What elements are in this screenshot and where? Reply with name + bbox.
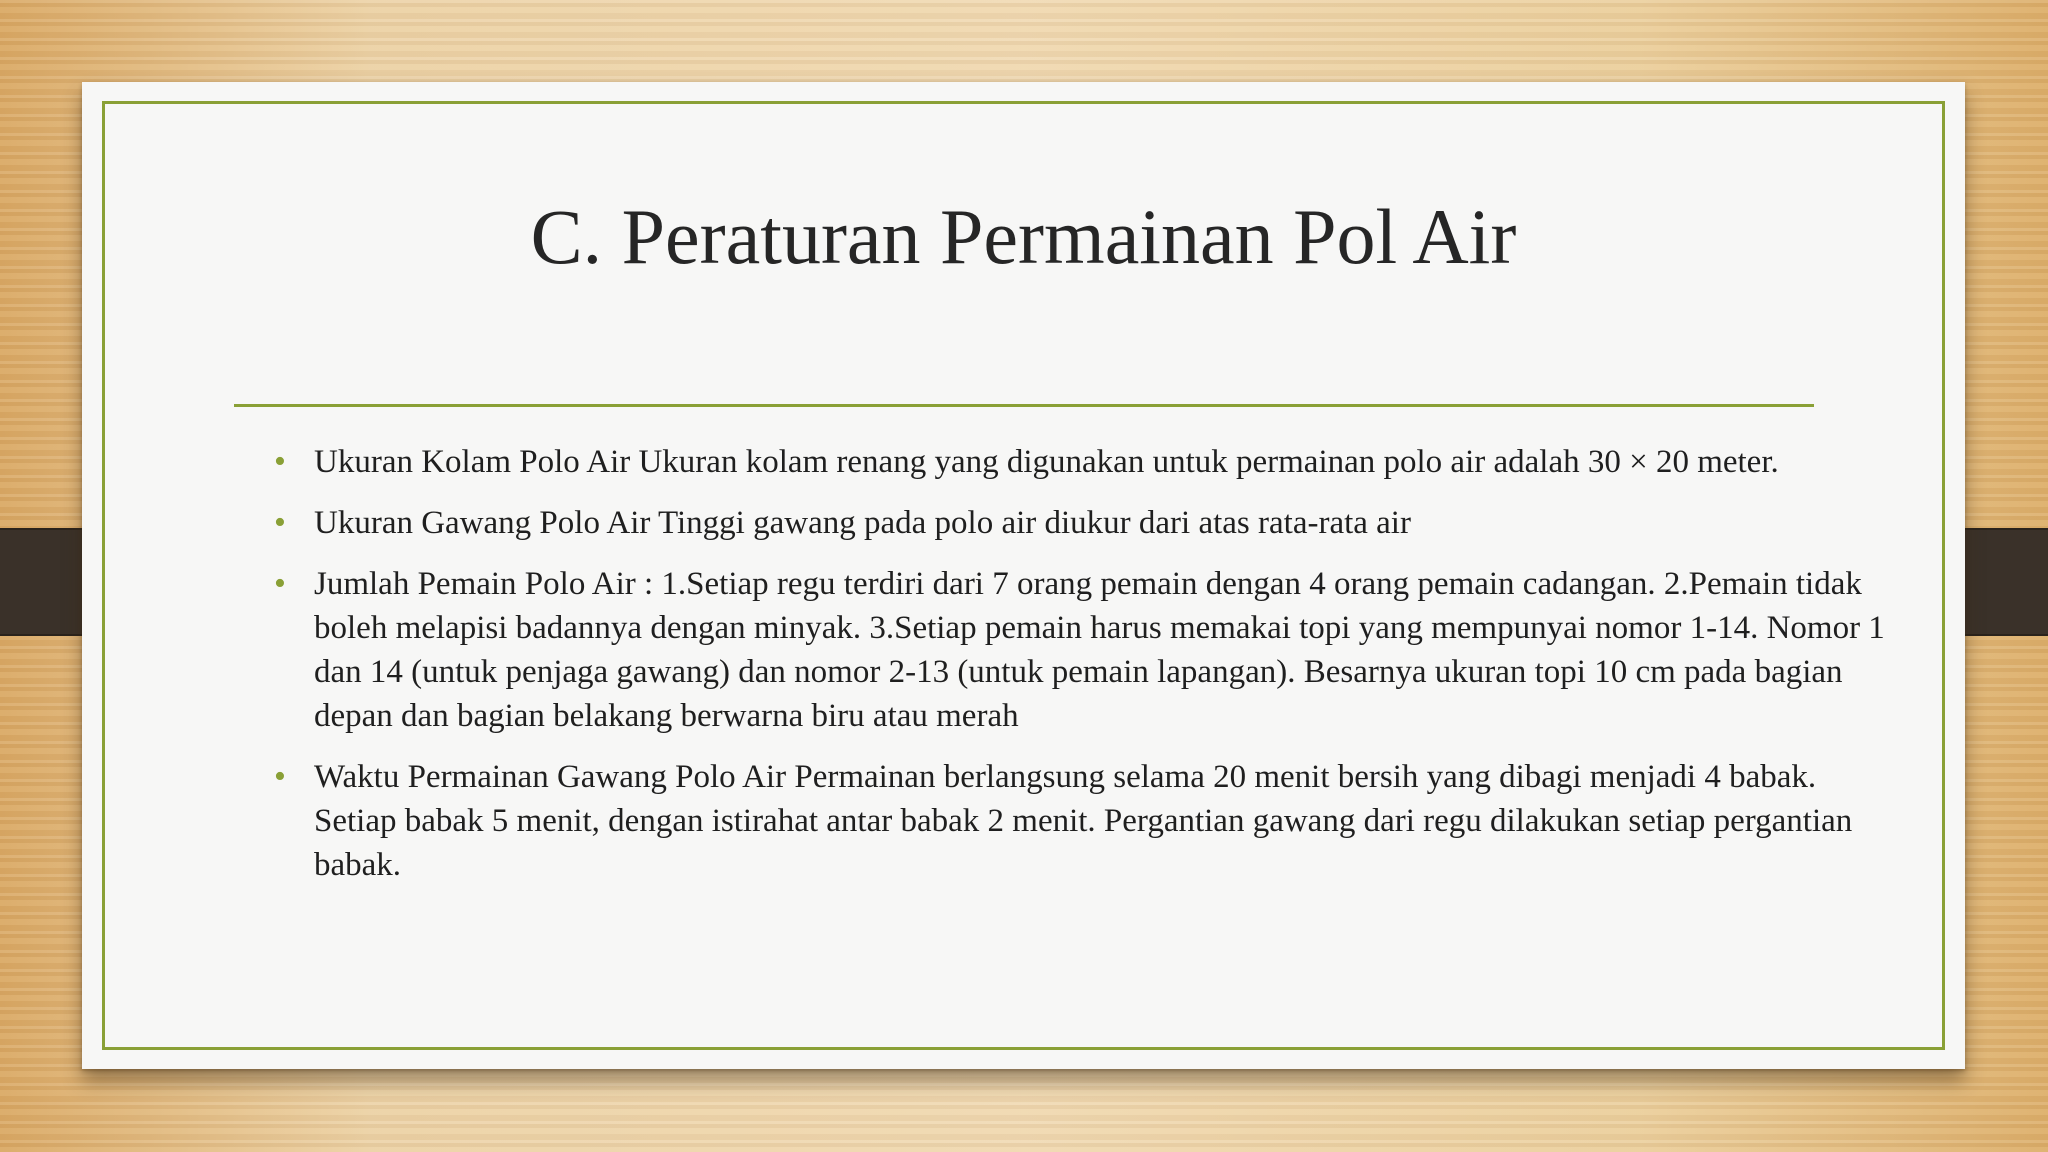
bullet-item-gawang <box>274 501 1894 545</box>
slide-title: C. Peraturan Permainan Pol Air <box>530 193 1517 280</box>
bullet-text: Waktu Permainan Gawang Polo Air Permainan berlangsung selama 20 menit bersih yang dibagi menjadi 4 babak. Setiap babak 5 menit, dengan istirahat antar babak 2 menit. Pergantian gawang dari regu dilakukan setiap pergantian babak. <box>314 759 1853 883</box>
bullet-text: Jumlah Pemain Polo Air : 1.Setiap regu terdiri dari 7 orang pemain dengan 4 orang pemain cadangan. 2.Pemain tidak boleh melapisi badannya dengan minyak. 3.Setiap pemain harus memakai topi yang mempunyai nomor 1-14. Nomor 1 dan 14 (untuk penjaga gawang) dan nomor 2-13 (untuk pemain lapangan). Besarnya ukuran topi 10 cm pada bagian depan dan bagian belakang berwarna biru atau merah <box>314 566 1885 734</box>
bullet-item-waktu <box>274 755 1894 887</box>
bullet-item-kolam <box>274 440 1894 484</box>
bullet-icon: • <box>274 758 286 795</box>
bullet-list <box>274 440 1894 904</box>
bullet-text: Ukuran Gawang Polo Air Tinggi gawang pada polo air diukur dari atas rata-rata air <box>314 505 1411 541</box>
bullet-icon: • <box>274 565 286 602</box>
title-divider <box>234 404 1814 407</box>
bullet-text: Ukuran Kolam Polo Air Ukuran kolam renang yang digunakan untuk permainan polo air adalah 30 × 20 meter. <box>314 444 1779 480</box>
bullet-icon: • <box>274 443 286 480</box>
slide-card <box>82 82 1965 1069</box>
bullet-item-pemain <box>274 562 1894 738</box>
bullet-icon: • <box>274 504 286 541</box>
